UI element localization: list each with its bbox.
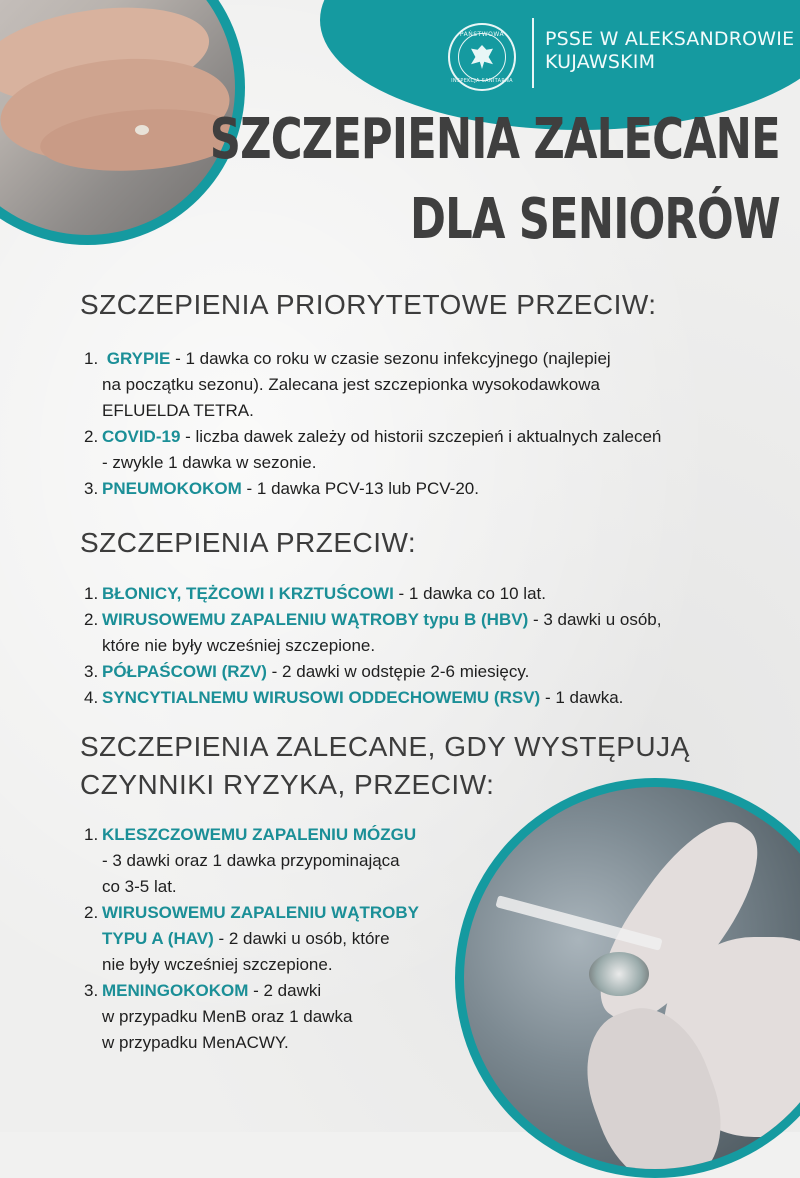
page-title bbox=[210, 100, 780, 260]
section-heading-risk-line-1: SZCZEPIENIA ZALECANE, GDY WYSTĘPUJĄ bbox=[80, 731, 690, 762]
title-line-1: SZCZEPIENIA ZALECANE bbox=[209, 107, 780, 172]
header-divider bbox=[532, 18, 534, 88]
list-item: 1. BŁONICY, TĘŻCOWI I KRZTUŚCOWI - 1 dawka co 10 lat. bbox=[84, 584, 546, 603]
vaccines-list bbox=[84, 581, 784, 711]
section-heading-risk-line-2: CZYNNIKI RYZYKA, PRZECIW: bbox=[80, 769, 495, 800]
list-item: 1. KLESZCZOWEMU ZAPALENIU MÓZGU - 3 dawki oraz 1 dawka przypominająca co 3-5 lat. bbox=[84, 825, 417, 896]
sanitary-inspection-logo bbox=[448, 23, 516, 91]
list-item: 3. PNEUMOKOKOM - 1 dawka PCV-13 lub PCV-20. bbox=[84, 479, 479, 498]
org-line-1: PSSE W ALEKSANDROWIE bbox=[545, 28, 795, 50]
list-item: 2. COVID-19 - liczba dawek zależy od historii szczepień i aktualnych zaleceń - zwykle 1 dawka w sezonie. bbox=[84, 427, 662, 472]
list-item: 1. GRYPIE - 1 dawka co roku w czasie sezonu infekcyjnego (najlepiej na początku sezonu). Zalecana jest szczepionka wysokodawkowa EFLUELDA TETRA. bbox=[84, 349, 611, 420]
section-heading-vaccines: SZCZEPIENIA PRZECIW: bbox=[80, 527, 417, 558]
list-item: 2. WIRUSOWEMU ZAPALENIU WĄTROBY typu B (HBV) - 3 dawki u osób, które nie były wcześniej szczepione. bbox=[84, 610, 662, 655]
priority-list bbox=[84, 346, 784, 502]
risk-list bbox=[84, 822, 464, 1056]
title-line-2: DLA SENIORÓW bbox=[410, 187, 780, 252]
list-item: 4. SYNCYTIALNEMU WIRUSOWI ODDECHOWEMU (RSV) - 1 dawka. bbox=[84, 688, 624, 707]
list-item: 3. MENINGOKOKOM - 2 dawki w przypadku MenB oraz 1 dawka w przypadku MenACWY. bbox=[84, 981, 353, 1052]
organization-name bbox=[545, 28, 794, 74]
vaccine-photo bbox=[464, 787, 800, 1169]
list-item: 3. PÓŁPAŚCOWI (RZV) - 2 dawki w odstępie 2-6 miesięcy. bbox=[84, 662, 530, 681]
section-heading-priority: SZCZEPIENIA PRIORYTETOWE PRZECIW: bbox=[80, 289, 657, 320]
logo-bottom-text: INSPEKCJA SANITARNA bbox=[451, 78, 513, 84]
section-heading-risk bbox=[80, 728, 690, 804]
logo-top-text: PAŃSTWOWA bbox=[459, 31, 505, 38]
org-line-2: KUJAWSKIM bbox=[545, 51, 656, 73]
list-item: 2. WIRUSOWEMU ZAPALENIU WĄTROBY TYPU A (HAV) - 2 dawki u osób, które nie były wcześniej szczepione. bbox=[84, 903, 419, 974]
